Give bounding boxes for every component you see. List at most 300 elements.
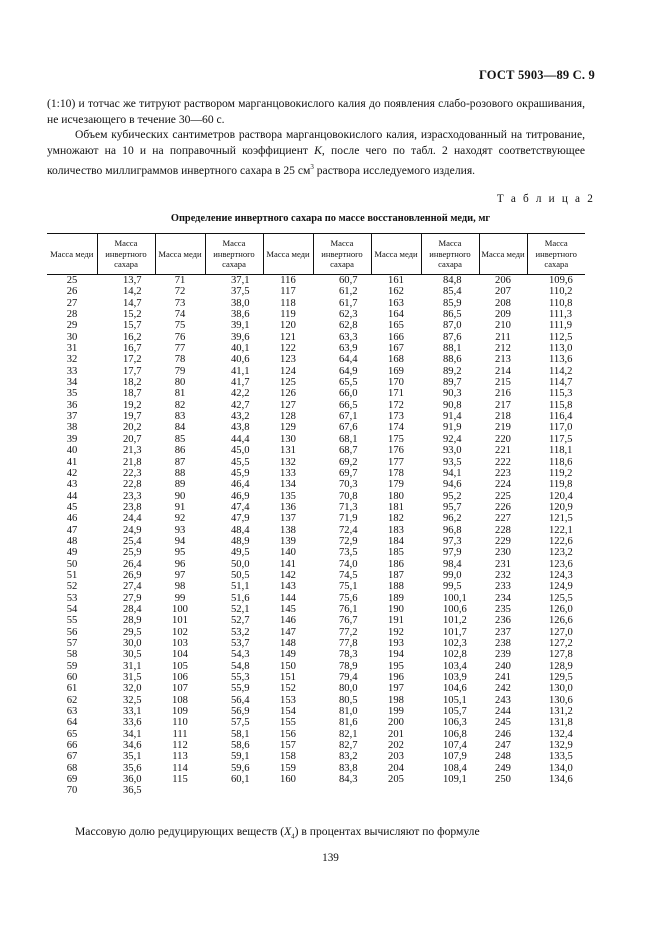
sugar-mass-cell: 97,9 xyxy=(443,547,462,559)
copper-mass-cell: 79 xyxy=(174,365,186,377)
sugar-mass-cell: 24,9 xyxy=(123,524,142,536)
sugar-mass-cell: 75,1 xyxy=(339,581,358,593)
copper-mass-cell: 115 xyxy=(172,774,188,786)
sugar-mass-cell: 77,8 xyxy=(339,638,358,649)
sugar-mass-cell: 120,4 xyxy=(549,490,573,502)
sugar-mass-cell: 106,3 xyxy=(443,717,467,729)
copper-mass-cell: 67 xyxy=(66,751,78,763)
copper-mass-cell: 37 xyxy=(66,411,78,423)
copper-mass-cell: 208 xyxy=(495,297,511,309)
sugar-mass-cell: 45,0 xyxy=(231,445,250,457)
sugar-mass-cell: 64,4 xyxy=(339,354,358,366)
sugar-mass-cell: 60,1 xyxy=(231,774,250,786)
sugar-mass-cell: 21,8 xyxy=(123,456,142,468)
copper-mass-cell: 179 xyxy=(388,479,404,491)
copper-mass-cell: 84 xyxy=(174,422,186,434)
sugar-mass-cell: 68,7 xyxy=(339,445,358,457)
copper-mass-cell: 111 xyxy=(172,728,188,740)
sugar-mass-cell: 75,6 xyxy=(339,592,358,604)
paragraph-text: раствора исследуемого изделия. xyxy=(313,163,476,177)
copper-mass-cell: 186 xyxy=(388,558,404,570)
copper-mass-cell: 146 xyxy=(280,615,296,627)
sugar-mass-cell: 85,4 xyxy=(443,286,462,298)
copper-mass-cell: 235 xyxy=(495,603,511,615)
sugar-mass-cell: 114,2 xyxy=(549,365,573,377)
copper-mass-cell: 147 xyxy=(280,626,296,638)
sugar-mass-cell: 70,3 xyxy=(339,479,358,491)
sugar-mass-cell: 51,6 xyxy=(231,592,250,604)
sugar-mass-cell: 56,9 xyxy=(231,706,250,718)
table-header-row xyxy=(47,234,585,275)
copper-mass-cell: 57 xyxy=(66,638,78,649)
sugar-mass-cell: 76,1 xyxy=(339,603,358,615)
copper-mass-cell: 174 xyxy=(388,422,404,434)
sugar-mass-cell: 35,6 xyxy=(123,762,142,774)
sugar-mass-cell: 38,6 xyxy=(231,309,250,321)
sugar-column xyxy=(97,275,155,797)
copper-mass-cell: 138 xyxy=(280,524,296,536)
sugar-mass-cell: 55,3 xyxy=(231,672,250,684)
sugar-mass-cell: 31,5 xyxy=(123,672,142,684)
sugar-mass-cell: 132,9 xyxy=(549,740,573,752)
copper-mass-cell: 88 xyxy=(174,467,186,479)
sugar-mass-cell: 23,3 xyxy=(123,490,142,502)
sugar-mass-cell: 37,1 xyxy=(231,275,250,286)
sugar-mass-cell: 115,3 xyxy=(549,388,573,400)
copper-mass-cell: 38 xyxy=(66,422,78,434)
copper-mass-cell: 194 xyxy=(388,649,404,661)
sugar-mass-cell: 111,3 xyxy=(549,309,573,321)
sugar-mass-cell: 125,5 xyxy=(549,592,573,604)
copper-mass-cell: 249 xyxy=(495,762,511,774)
copper-mass-cell: 243 xyxy=(495,694,511,706)
copper-mass-cell: 135 xyxy=(280,490,296,502)
copper-mass-cell: 161 xyxy=(388,275,404,286)
copper-mass-cell: 233 xyxy=(495,581,511,593)
copper-mass-cell: 139 xyxy=(280,535,296,547)
sugar-mass-cell: 128,9 xyxy=(549,660,573,672)
sugar-mass-cell: 32,5 xyxy=(123,694,142,706)
copper-mass-cell: 130 xyxy=(280,433,296,445)
sugar-mass-cell: 93,5 xyxy=(443,456,462,468)
copper-mass-cell: 159 xyxy=(280,762,296,774)
copper-mass-cell: 82 xyxy=(174,399,186,411)
sugar-mass-cell: 91,9 xyxy=(443,422,462,434)
copper-mass-cell: 152 xyxy=(280,683,296,695)
copper-mass-cell: 44 xyxy=(66,490,78,502)
sugar-mass-cell: 118,6 xyxy=(549,456,573,468)
sugar-mass-cell: 53,7 xyxy=(231,638,250,649)
copper-mass-cell: 184 xyxy=(388,535,404,547)
copper-mass-cell: 180 xyxy=(388,490,404,502)
unit-exponent: 3 xyxy=(310,163,314,171)
variable-symbol: X xyxy=(284,825,292,838)
sugar-mass-cell: 109,6 xyxy=(549,275,573,286)
copper-mass-cell: 227 xyxy=(495,513,511,525)
copper-mass-cell: 181 xyxy=(388,501,404,513)
sugar-mass-cell: 69,2 xyxy=(339,456,358,468)
copper-mass-cell: 213 xyxy=(495,354,511,366)
sugar-mass-cell: 103,9 xyxy=(443,672,467,684)
sugar-mass-cell: 90,8 xyxy=(443,399,462,411)
sugar-mass-cell: 99,0 xyxy=(443,569,462,581)
copper-mass-cell: 102 xyxy=(172,626,188,638)
sugar-mass-cell: 42,7 xyxy=(231,399,250,411)
sugar-mass-cell: 130,0 xyxy=(549,683,573,695)
copper-mass-cell: 193 xyxy=(388,638,404,649)
copper-mass-cell: 32 xyxy=(66,354,78,366)
copper-mass-cell: 225 xyxy=(495,490,511,502)
copper-mass-cell: 55 xyxy=(66,615,78,627)
table-title: Определение инвертного сахара по массе восстановленной меди, мг xyxy=(170,213,491,224)
sugar-mass-cell: 102,3 xyxy=(443,638,467,649)
copper-mass-cell: 103 xyxy=(172,638,188,649)
copper-mass-cell: 136 xyxy=(280,501,296,513)
sugar-mass-cell: 53,2 xyxy=(231,626,250,638)
sugar-mass-cell: 20,2 xyxy=(123,422,142,434)
copper-mass-cell: 42 xyxy=(66,467,78,479)
sugar-mass-cell: 77,2 xyxy=(339,626,358,638)
copper-mass-cell: 96 xyxy=(174,558,186,570)
sugar-mass-cell: 31,1 xyxy=(123,660,142,672)
copper-mass-cell: 71 xyxy=(174,275,186,286)
copper-mass-cell: 239 xyxy=(495,649,511,661)
copper-mass-cell: 106 xyxy=(172,672,188,684)
sugar-mass-cell: 80,0 xyxy=(339,683,358,695)
copper-mass-cell: 116 xyxy=(280,275,296,286)
copper-mass-cell: 54 xyxy=(66,603,78,615)
sugar-mass-cell: 58,1 xyxy=(231,728,250,740)
copper-mass-cell: 49 xyxy=(66,547,78,559)
copper-mass-cell: 41 xyxy=(66,456,78,468)
sugar-mass-cell: 39,6 xyxy=(231,331,250,343)
sugar-mass-cell: 14,7 xyxy=(123,297,142,309)
sugar-mass-cell: 100,6 xyxy=(443,603,467,615)
sugar-mass-cell: 84,8 xyxy=(443,275,462,286)
sugar-mass-cell: 22,3 xyxy=(123,467,142,479)
header-mass-copper: Масса меди xyxy=(479,234,527,275)
header-mass-sugar: Масса инвертного сахара xyxy=(313,234,371,275)
copper-mass-cell: 101 xyxy=(172,615,188,627)
sugar-mass-cell: 113,0 xyxy=(549,343,573,355)
copper-mass-cell: 234 xyxy=(495,592,511,604)
sugar-mass-cell: 43,2 xyxy=(231,411,250,423)
sugar-mass-cell: 93,0 xyxy=(443,445,462,457)
sugar-mass-cell: 88,1 xyxy=(443,343,462,355)
copper-mass-cell: 175 xyxy=(388,433,404,445)
copper-mass-cell: 64 xyxy=(66,717,78,729)
copper-mass-cell: 171 xyxy=(388,388,404,400)
copper-mass-cell: 86 xyxy=(174,445,186,457)
copper-mass-cell: 190 xyxy=(388,603,404,615)
sugar-mass-cell: 95,7 xyxy=(443,501,462,513)
copper-mass-cell: 128 xyxy=(280,411,296,423)
sugar-mass-cell: 50,5 xyxy=(231,569,250,581)
sugar-mass-cell: 107,9 xyxy=(443,751,467,763)
copper-mass-cell: 148 xyxy=(280,638,296,649)
copper-mass-cell: 78 xyxy=(174,354,186,366)
sugar-mass-cell: 114,7 xyxy=(549,377,573,389)
sugar-mass-cell: 39,1 xyxy=(231,320,250,332)
sugar-mass-cell: 85,9 xyxy=(443,297,462,309)
copper-mass-cell: 69 xyxy=(66,774,78,786)
sugar-mass-cell: 121,5 xyxy=(549,513,573,525)
sugar-mass-cell: 134,6 xyxy=(549,774,573,786)
header-mass-copper: Масса меди xyxy=(263,234,313,275)
copper-mass-cell: 89 xyxy=(174,479,186,491)
page-number: 139 xyxy=(322,852,339,864)
sugar-mass-cell: 34,6 xyxy=(123,740,142,752)
copper-mass-cell: 77 xyxy=(174,343,186,355)
sugar-mass-cell: 41,7 xyxy=(231,377,250,389)
sugar-mass-cell: 69,7 xyxy=(339,467,358,479)
copper-mass-cell: 151 xyxy=(280,672,296,684)
sugar-mass-cell: 59,6 xyxy=(231,762,250,774)
sugar-mass-cell: 14,2 xyxy=(123,286,142,298)
copper-mass-cell: 248 xyxy=(495,751,511,763)
sugar-mass-cell: 25,4 xyxy=(123,535,142,547)
copper-mass-cell: 75 xyxy=(174,320,186,332)
sugar-mass-cell: 64,9 xyxy=(339,365,358,377)
copper-mass-cell: 124 xyxy=(280,365,296,377)
sugar-mass-cell: 38,0 xyxy=(231,297,250,309)
sugar-mass-cell: 19,7 xyxy=(123,411,142,423)
sugar-mass-cell: 113,6 xyxy=(549,354,573,366)
sugar-mass-cell: 26,4 xyxy=(123,558,142,570)
sugar-mass-cell: 81,0 xyxy=(339,706,358,718)
copper-mass-cell: 97 xyxy=(174,569,186,581)
sugar-mass-cell: 84,3 xyxy=(339,774,358,786)
copper-mass-cell: 220 xyxy=(495,433,511,445)
sugar-mass-cell: 109,1 xyxy=(443,774,467,786)
copper-mass-cell: 122 xyxy=(280,343,296,355)
sugar-mass-cell: 57,5 xyxy=(231,717,250,729)
copper-mass-cell: 238 xyxy=(495,638,511,649)
sugar-mass-cell: 126,6 xyxy=(549,615,573,627)
paragraph-text: Объем кубических сантиметров раствора марганцовокислого калия, израсходованный на титрование, умножают на 10 и на поправочный коэффициент xyxy=(47,128,585,157)
copper-mass-cell: 60 xyxy=(66,672,78,684)
sugar-mass-cell: 21,3 xyxy=(123,445,142,457)
sugar-mass-cell: 127,8 xyxy=(549,649,573,661)
header-mass-copper: Масса меди xyxy=(371,234,421,275)
copper-mass-cell: 43 xyxy=(66,479,78,491)
sugar-mass-cell: 124,3 xyxy=(549,569,573,581)
header-mass-copper: Масса меди xyxy=(155,234,205,275)
copper-column xyxy=(479,275,527,797)
sugar-mass-cell: 76,7 xyxy=(339,615,358,627)
copper-mass-cell: 178 xyxy=(388,467,404,479)
table-body-row xyxy=(47,275,585,797)
copper-mass-cell: 29 xyxy=(66,320,78,332)
copper-mass-cell: 172 xyxy=(388,399,404,411)
copper-mass-cell: 195 xyxy=(388,660,404,672)
copper-mass-cell: 66 xyxy=(66,740,78,752)
copper-mass-cell: 199 xyxy=(388,706,404,718)
sugar-mass-cell: 98,4 xyxy=(443,558,462,570)
copper-mass-cell: 156 xyxy=(280,728,296,740)
copper-mass-cell: 63 xyxy=(66,706,78,718)
sugar-mass-cell: 63,3 xyxy=(339,331,358,343)
copper-mass-cell: 191 xyxy=(388,615,404,627)
sugar-mass-cell: 33,6 xyxy=(123,717,142,729)
sugar-column xyxy=(421,275,479,797)
copper-mass-cell: 222 xyxy=(495,456,511,468)
sugar-mass-cell: 17,2 xyxy=(123,354,142,366)
formula-paragraph xyxy=(47,824,585,844)
copper-mass-cell: 36 xyxy=(66,399,78,411)
copper-mass-cell: 232 xyxy=(495,569,511,581)
copper-mass-cell: 217 xyxy=(495,399,511,411)
copper-mass-cell: 31 xyxy=(66,343,78,355)
copper-mass-cell: 163 xyxy=(388,297,404,309)
copper-mass-cell: 240 xyxy=(495,660,511,672)
header-mass-sugar: Масса инвертного сахара xyxy=(527,234,585,275)
sugar-mass-cell: 101,2 xyxy=(443,615,467,627)
copper-mass-cell: 94 xyxy=(174,535,186,547)
sugar-mass-cell: 105,7 xyxy=(443,706,467,718)
sugar-mass-cell: 28,9 xyxy=(123,615,142,627)
sugar-mass-cell: 56,4 xyxy=(231,694,250,706)
copper-column xyxy=(155,275,205,797)
copper-mass-cell: 70 xyxy=(66,785,78,797)
sugar-mass-cell: 30,0 xyxy=(123,638,142,649)
copper-mass-cell: 182 xyxy=(388,513,404,525)
sugar-mass-cell: 131,2 xyxy=(549,706,573,718)
copper-mass-cell: 223 xyxy=(495,467,511,479)
copper-mass-cell: 169 xyxy=(388,365,404,377)
sugar-mass-cell: 40,1 xyxy=(231,343,250,355)
sugar-mass-cell: 83,8 xyxy=(339,762,358,774)
copper-mass-cell: 165 xyxy=(388,320,404,332)
copper-mass-cell: 118 xyxy=(280,297,296,309)
sugar-mass-cell: 83,2 xyxy=(339,751,358,763)
copper-mass-cell: 87 xyxy=(174,456,186,468)
sugar-mass-cell: 127,2 xyxy=(549,638,573,649)
sugar-mass-cell: 115,8 xyxy=(549,399,573,411)
sugar-mass-cell: 71,3 xyxy=(339,501,358,513)
copper-column xyxy=(371,275,421,797)
copper-mass-cell: 56 xyxy=(66,626,78,638)
sugar-mass-cell: 101,7 xyxy=(443,626,467,638)
copper-mass-cell: 173 xyxy=(388,411,404,423)
copper-mass-cell: 133 xyxy=(280,467,296,479)
sugar-mass-cell: 96,8 xyxy=(443,524,462,536)
document-header: ГОСТ 5903—89 С. 9 xyxy=(478,68,595,82)
copper-mass-cell: 113 xyxy=(172,751,188,763)
sugar-mass-cell: 28,4 xyxy=(123,603,142,615)
sugar-mass-cell: 34,1 xyxy=(123,728,142,740)
copper-mass-cell: 47 xyxy=(66,524,78,536)
copper-mass-cell: 35 xyxy=(66,388,78,400)
copper-mass-cell: 65 xyxy=(66,728,78,740)
sugar-mass-cell: 91,4 xyxy=(443,411,462,423)
sugar-mass-cell: 133,5 xyxy=(549,751,573,763)
sugar-mass-cell: 118,1 xyxy=(549,445,573,457)
copper-mass-cell: 228 xyxy=(495,524,511,536)
copper-mass-cell: 123 xyxy=(280,354,296,366)
sugar-mass-cell: 78,3 xyxy=(339,649,358,661)
sugar-mass-cell: 70,8 xyxy=(339,490,358,502)
copper-mass-cell: 200 xyxy=(388,717,404,729)
sugar-mass-cell: 87,6 xyxy=(443,331,462,343)
copper-mass-cell: 212 xyxy=(495,343,511,355)
copper-mass-cell: 157 xyxy=(280,740,296,752)
copper-mass-cell: 40 xyxy=(66,445,78,457)
copper-mass-cell: 72 xyxy=(174,286,186,298)
sugar-mass-cell: 24,4 xyxy=(123,513,142,525)
sugar-mass-cell: 27,9 xyxy=(123,592,142,604)
copper-mass-cell: 215 xyxy=(495,377,511,389)
sugar-mass-cell: 95,2 xyxy=(443,490,462,502)
copper-mass-cell: 45 xyxy=(66,501,78,513)
sugar-mass-cell: 66,5 xyxy=(339,399,358,411)
copper-column xyxy=(263,275,313,797)
sugar-mass-cell: 41,1 xyxy=(231,365,250,377)
sugar-mass-cell: 74,0 xyxy=(339,558,358,570)
copper-mass-cell: 192 xyxy=(388,626,404,638)
copper-mass-cell: 209 xyxy=(495,309,511,321)
sugar-mass-cell: 80,5 xyxy=(339,694,358,706)
sugar-mass-cell: 58,6 xyxy=(231,740,250,752)
copper-mass-cell: 150 xyxy=(280,660,296,672)
sugar-mass-cell: 86,5 xyxy=(443,309,462,321)
sugar-mass-cell: 47,9 xyxy=(231,513,250,525)
sugar-mass-cell: 19,2 xyxy=(123,399,142,411)
copper-mass-cell: 104 xyxy=(172,649,188,661)
copper-mass-cell: 98 xyxy=(174,581,186,593)
header-mass-sugar: Масса инвертного сахара xyxy=(97,234,155,275)
sugar-mass-cell: 82,1 xyxy=(339,728,358,740)
copper-mass-cell: 50 xyxy=(66,558,78,570)
sugar-mass-cell: 17,7 xyxy=(123,365,142,377)
sugar-mass-cell: 116,4 xyxy=(549,411,573,423)
sugar-mass-cell: 110,2 xyxy=(549,286,573,298)
sugar-mass-cell: 96,2 xyxy=(443,513,462,525)
copper-mass-cell: 246 xyxy=(495,728,511,740)
copper-mass-cell: 25 xyxy=(66,275,78,286)
sugar-mass-cell: 134,0 xyxy=(549,762,573,774)
sugar-mass-cell: 49,5 xyxy=(231,547,250,559)
copper-mass-cell: 119 xyxy=(280,309,296,321)
copper-mass-cell: 99 xyxy=(174,592,186,604)
copper-mass-cell: 183 xyxy=(388,524,404,536)
copper-mass-cell: 166 xyxy=(388,331,404,343)
copper-mass-cell: 140 xyxy=(280,547,296,559)
copper-mass-cell: 127 xyxy=(280,399,296,411)
sugar-mass-cell: 89,7 xyxy=(443,377,462,389)
copper-mass-cell: 158 xyxy=(280,751,296,763)
sugar-mass-cell: 46,4 xyxy=(231,479,250,491)
paragraph-volume xyxy=(47,127,585,179)
sugar-mass-cell: 30,5 xyxy=(123,649,142,661)
copper-mass-cell: 241 xyxy=(495,672,511,684)
copper-mass-cell: 214 xyxy=(495,365,511,377)
copper-mass-cell: 237 xyxy=(495,626,511,638)
copper-mass-cell: 189 xyxy=(388,592,404,604)
sugar-mass-cell: 55,9 xyxy=(231,683,250,695)
copper-mass-cell: 188 xyxy=(388,581,404,593)
sugar-column xyxy=(205,275,263,797)
sugar-mass-cell: 40,6 xyxy=(231,354,250,366)
copper-mass-cell: 74 xyxy=(174,309,186,321)
copper-mass-cell: 142 xyxy=(280,569,296,581)
copper-mass-cell: 68 xyxy=(66,762,78,774)
copper-mass-cell: 61 xyxy=(66,683,78,695)
copper-mass-cell: 91 xyxy=(174,501,186,513)
sugar-mass-cell: 108,4 xyxy=(443,762,467,774)
copper-mass-cell: 201 xyxy=(388,728,404,740)
sugar-mass-cell: 92,4 xyxy=(443,433,462,445)
